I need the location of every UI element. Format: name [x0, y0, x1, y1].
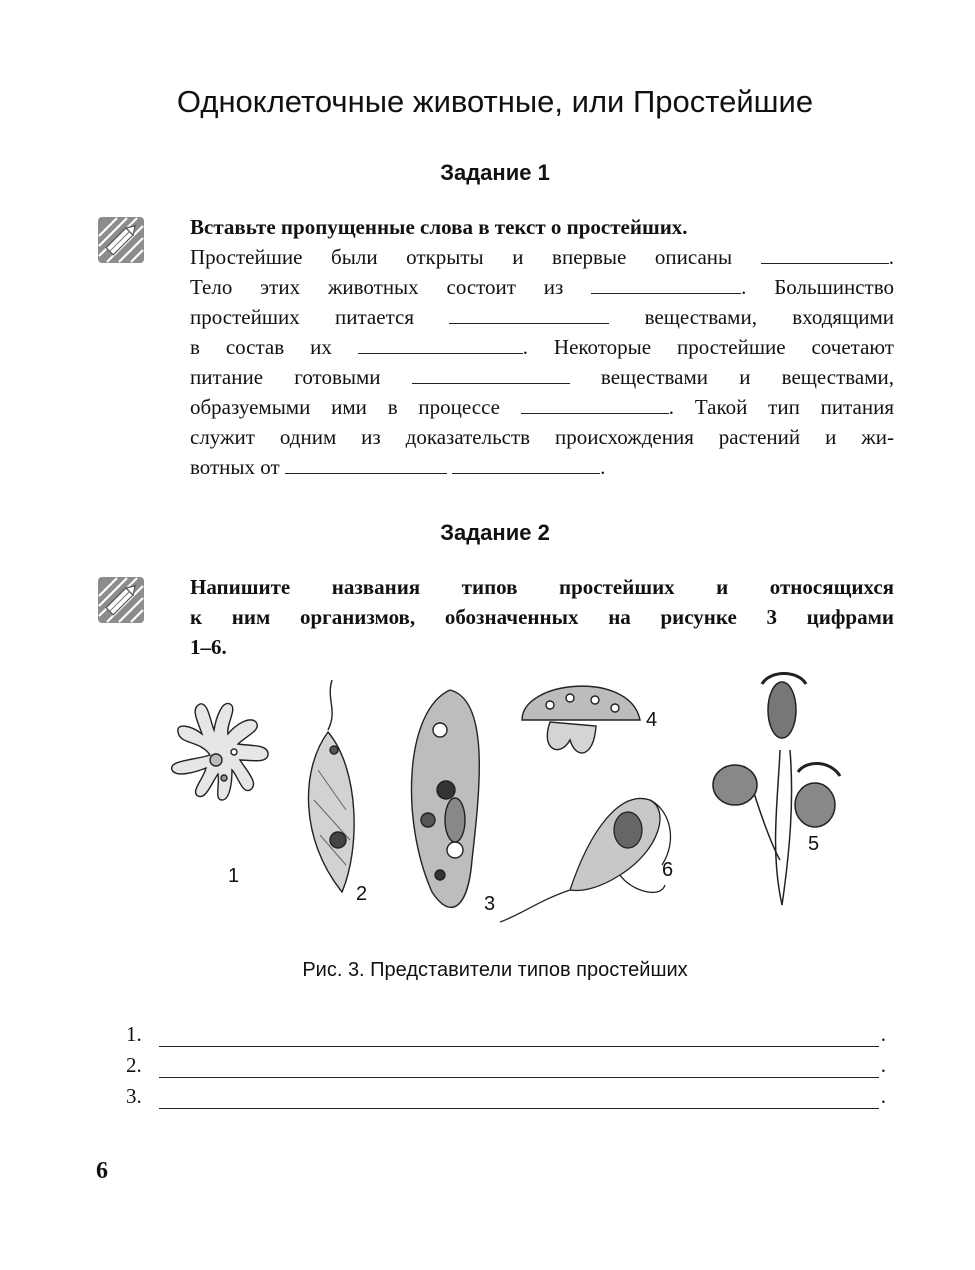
amoeba-illustration	[172, 703, 268, 800]
figure-caption: Рис. 3. Представители типов простейших	[302, 959, 688, 981]
euglena-illustration	[308, 680, 354, 892]
answer-row: 2. .	[126, 1053, 886, 1077]
task1-line-7: служит одним из доказательств происхождения растений и жи-	[190, 425, 894, 449]
pencil-icon	[97, 216, 145, 264]
page-number: 6	[96, 1158, 108, 1184]
task1-line-3: простейших питается веществами, входящими	[190, 305, 895, 329]
page-title: Одноклеточные животные, или Простейшие	[176, 84, 814, 119]
figure-label-4: 4	[646, 709, 658, 731]
blank-field[interactable]	[591, 275, 741, 294]
task1-line-5: питание готовыми веществами и веществами,	[190, 365, 895, 389]
organism-4-illustration	[522, 686, 640, 753]
answer-field[interactable]	[159, 1057, 879, 1078]
blank-field[interactable]	[452, 455, 600, 474]
organism-6-illustration	[500, 798, 674, 922]
answer-lines	[126, 1016, 886, 1109]
blank-field[interactable]	[285, 455, 447, 474]
task1-line-1: Простейшие были открыты и впервые описаны .	[190, 245, 894, 269]
paramecium-illustration	[411, 690, 479, 907]
answer-row: 1. .	[126, 1022, 886, 1046]
figure-label-3: 3	[484, 893, 496, 915]
blank-field[interactable]	[358, 335, 523, 354]
blank-field[interactable]	[521, 395, 669, 414]
answer-field[interactable]	[159, 1026, 879, 1047]
figure-label-2: 2	[356, 883, 368, 905]
answer-row: 3. .	[126, 1084, 886, 1108]
protozoa-figure	[150, 660, 870, 945]
task1-line-4: в состав их . Некоторые простейшие сочетают	[190, 335, 894, 359]
task2-heading: Задание 2	[440, 520, 550, 545]
task1-line-2: Тело этих животных состоит из . Большинство	[190, 275, 895, 299]
figure-label-5: 5	[808, 833, 820, 855]
figure-label-1: 1	[228, 865, 240, 887]
figure-label-6: 6	[662, 859, 674, 881]
task1-heading: Задание 1	[440, 160, 550, 185]
task1-instruction: Вставьте пропущенные слова в текст о простейших.	[190, 215, 688, 239]
vorticella-illustration	[713, 674, 840, 906]
blank-field[interactable]	[761, 245, 889, 264]
blank-field[interactable]	[412, 365, 570, 384]
task1-line-6: образуемыми ими в процессе . Такой тип питания	[190, 395, 894, 419]
blank-field[interactable]	[449, 305, 609, 324]
task1-line-8: вотных от .	[190, 455, 606, 479]
answer-field[interactable]	[159, 1088, 879, 1109]
pencil-icon	[97, 576, 145, 624]
task2-instruction: Напишите названия типов простейших и относящихся к ним организмов, обозначенных на рисунке 3 цифрами 1–6.	[190, 575, 894, 659]
task1-text	[190, 212, 894, 482]
